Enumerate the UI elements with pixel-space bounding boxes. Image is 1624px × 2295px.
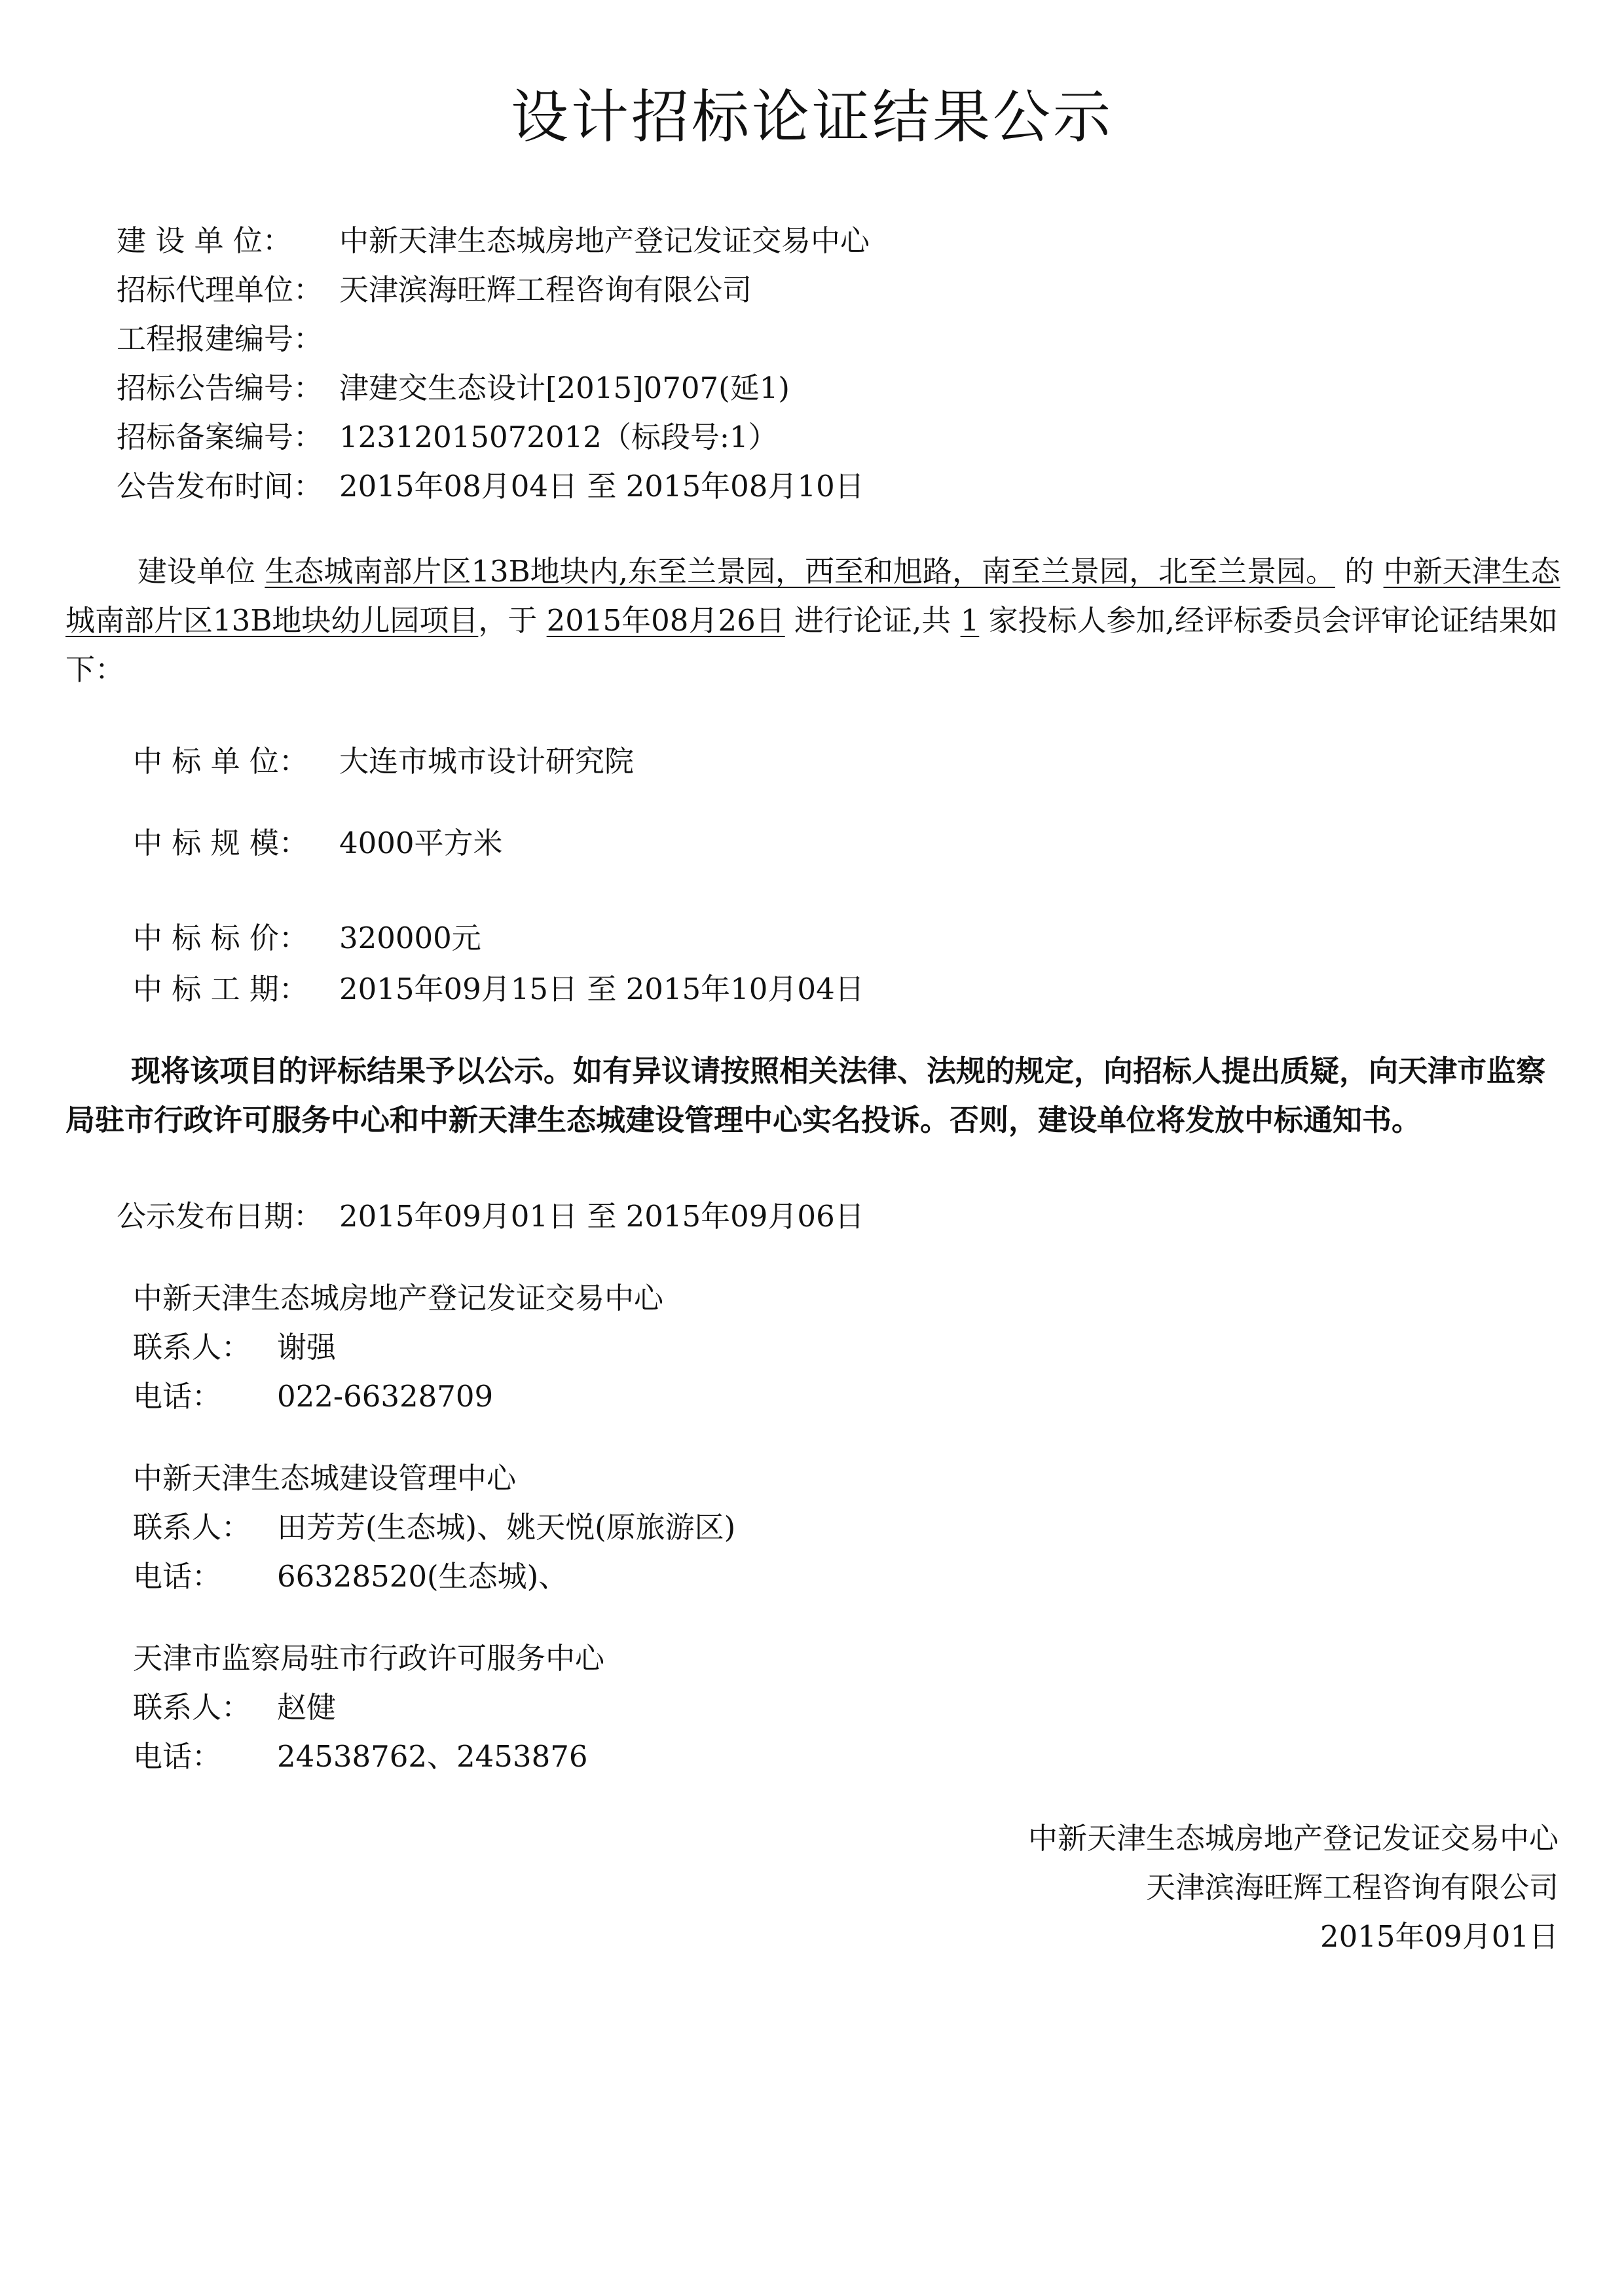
signature-org-1: 中新天津生态城房地产登记发证交易中心 (1027, 1821, 1559, 1856)
contact-value: 田芳芳(生态城)、姚天悦(原旅游区) (277, 1510, 736, 1545)
field-label: 公示发布日期： (117, 1199, 323, 1234)
phone-value: 022-66328709 (277, 1379, 494, 1414)
field-agency (117, 272, 752, 307)
intro-count: 1 (960, 603, 980, 638)
field-construction-unit (117, 223, 870, 258)
contact-person (133, 1690, 337, 1725)
signature-date: 2015年09月01日 (1320, 1919, 1559, 1954)
field-label: 招标公告编号： (117, 371, 323, 405)
intro-location: 生态城南部片区13B地块内,东至兰景园，西至和旭路，南至兰景园，北至兰景园。 (265, 554, 1335, 589)
contact-person (133, 1510, 736, 1545)
field-value: 2015年09月15日 至 2015年10月04日 (339, 972, 864, 1006)
result-period (133, 974, 864, 1004)
contact-org: 中新天津生态城房地产登记发证交易中心 (133, 1281, 664, 1315)
signature-org-2: 天津滨海旺辉工程咨询有限公司 (1145, 1870, 1559, 1905)
phone-label: 电话： (133, 1739, 222, 1774)
phone-value: 66328520(生态城)、 (277, 1559, 568, 1594)
intro-text: 建设单位 (138, 554, 265, 589)
contact-phone (133, 1739, 588, 1774)
field-label: 招标备案编号： (117, 420, 323, 454)
field-value: 320000元 (339, 921, 481, 955)
field-announcement-time (117, 469, 864, 504)
field-project-number (117, 321, 339, 356)
intro-text: 的 (1335, 554, 1384, 589)
intro-project: 中新天津生态城南部片区13B地块幼儿园项目 (65, 554, 1560, 638)
field-value: 4000平方米 (339, 826, 503, 860)
field-label: 招标代理单位： (117, 272, 323, 307)
contact-label: 联系人： (133, 1690, 251, 1725)
field-label: 工程报建编号： (117, 321, 323, 356)
result-price (133, 923, 481, 953)
contact-org: 中新天津生态城建设管理中心 (133, 1461, 517, 1496)
field-filing-number (117, 422, 778, 452)
contact-value: 谢强 (277, 1330, 337, 1365)
contact-person (133, 1330, 337, 1365)
field-value: 2015年09月01日 至 2015年09月06日 (339, 1199, 864, 1234)
field-value: 中新天津生态城房地产登记发证交易中心 (339, 223, 870, 258)
field-announcement-number (117, 373, 790, 403)
intro-date: 2015年08月26日 (546, 603, 785, 638)
intro-text: 进行论证,共 (784, 603, 961, 638)
contact-phone (133, 1379, 494, 1414)
contact-org: 天津市监察局驻市行政许可服务中心 (133, 1641, 605, 1676)
field-label: 公告发布时间： (117, 469, 323, 504)
publish-date (117, 1199, 864, 1234)
result-scale (133, 828, 503, 858)
contact-phone (133, 1559, 568, 1594)
contact-label: 联系人： (133, 1330, 251, 1365)
field-value: 2015年08月04日 至 2015年08月10日 (339, 469, 864, 504)
intro-paragraph (65, 547, 1565, 694)
intro-text: 家投标人参加,经评标委员会评审论证结果如下： (65, 603, 1558, 687)
notice-paragraph: 现将该项目的评标结果予以公示。如有异议请按照相关法律、法规的规定，向招标人提出质疑，向天津市监察局驻市行政许可服务中心和中新天津生态城建设管理中心实名投诉。否则，建设单位将发放中标通知书。 (65, 1054, 1546, 1137)
phone-value: 24538762、2453876 (277, 1739, 588, 1774)
field-label: 中 标 单 位： (133, 744, 308, 779)
field-label: 建 设 单 位： (117, 223, 292, 258)
document-title: 设计招标论证结果公示 (510, 83, 1113, 151)
contact-label: 联系人： (133, 1510, 251, 1545)
field-value: 12312015072012（标段号:1） (339, 420, 778, 454)
field-label: 中 标 工 期： (133, 972, 308, 1006)
phone-label: 电话： (133, 1379, 222, 1414)
field-value: 大连市城市设计研究院 (339, 744, 635, 779)
field-value: 天津滨海旺辉工程咨询有限公司 (339, 272, 752, 307)
field-label: 中 标 规 模： (133, 826, 308, 860)
field-label: 中 标 标 价： (133, 921, 308, 955)
field-value: 津建交生态设计[2015]0707(延1) (339, 371, 790, 405)
contact-value: 赵健 (277, 1690, 337, 1725)
result-winner (133, 744, 635, 779)
phone-label: 电话： (133, 1559, 222, 1594)
intro-text: ，于 (478, 603, 547, 638)
